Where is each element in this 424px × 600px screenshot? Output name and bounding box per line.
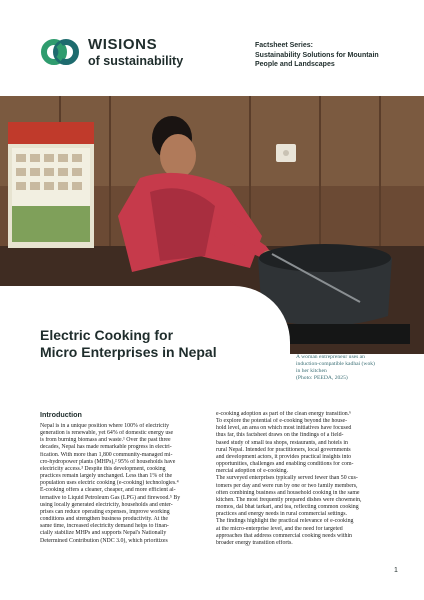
body-line: population uses electric cooking (e-cooking) technologies.⁴ bbox=[40, 480, 179, 487]
body-line: fication. With more than 1,800 community-managed mi- bbox=[40, 451, 173, 458]
body-line: using locally generated electricity, households and enter- bbox=[40, 501, 173, 508]
caption-line: in her kitchen bbox=[296, 368, 327, 374]
photo-caption bbox=[296, 354, 406, 382]
body-line: electricity access.³ Despite this development, cooking bbox=[40, 465, 166, 472]
series-line: Factsheet Series: bbox=[255, 42, 313, 49]
page-number: 1 bbox=[394, 567, 398, 574]
wisions-logo bbox=[40, 38, 80, 66]
body-line: e-cooking adoption as part of the clean energy transition.⁶ bbox=[216, 411, 352, 417]
brand-name: WISIONS bbox=[88, 36, 158, 53]
body-line: tomers per day and were run by one or two family members, bbox=[216, 482, 358, 489]
body-line: based study of small tea shops, restaurants, and hotels in bbox=[216, 439, 348, 446]
body-line: and development actors, it provides practical insights into bbox=[216, 453, 352, 460]
body-line: prises can reduce operating expenses, improve working bbox=[40, 508, 170, 515]
body-line: often combining business and household cooking in the same bbox=[216, 489, 360, 496]
caption-line: induction-compatible kadhai (wok) bbox=[296, 361, 375, 367]
body-line: rural Nepal. Intended for practitioners, local governments bbox=[216, 446, 351, 453]
body-line: decades, Nepal has made remarkable progress in electri- bbox=[40, 444, 172, 451]
body-line: Nepal is in a unique position where 100% of electricity bbox=[40, 423, 170, 429]
page-title bbox=[40, 327, 217, 361]
body-line: mercial adoption of e-cooking. bbox=[216, 468, 289, 475]
body-line: generation is renewable, yet 64% of domestic energy use bbox=[40, 430, 174, 437]
body-line: hold level, an area on which most initiatives have focused bbox=[216, 425, 352, 432]
body-line: broader energy transition efforts. bbox=[216, 539, 293, 546]
caption-line: A woman entrepreneur uses an bbox=[296, 354, 365, 360]
caption-line: (Photo: PEEDA, 2025) bbox=[296, 375, 348, 381]
body-line: same time, increased electricity demand helps to finan- bbox=[40, 523, 169, 530]
body-line: cially stabilize MHPs and supports Nepal's Nationally bbox=[40, 530, 167, 537]
body-line: momos, dal bhat tarkari, and tea, reflecting common cooking bbox=[216, 504, 359, 511]
body-line: Determined Contribution (NDC 3.0), which prioritizes bbox=[40, 537, 168, 544]
title-line: Micro Enterprises in Nepal bbox=[40, 344, 217, 360]
body-line: opportunities, challenges and enabling conditions for com- bbox=[216, 461, 354, 468]
body-line: To explore the potential of e-cooking beyond the house- bbox=[216, 418, 348, 425]
body-line: The surveyed enterprises typically served fewer than 50 cus- bbox=[216, 475, 358, 482]
body-line: cro-hydropower plants (MHPs),² 95% of households have bbox=[40, 458, 176, 465]
body-line: thus far, this factsheet draws on the findings of a field- bbox=[216, 432, 344, 439]
body-line: approaches that address commercial cooking needs within bbox=[216, 532, 352, 539]
title-line: Electric Cooking for bbox=[40, 327, 174, 343]
body-line: E-cooking offers a cleaner, cheaper, and more efficient al- bbox=[40, 487, 176, 494]
factsheet-series bbox=[255, 41, 405, 70]
body-line: ternative to Liquid Petroleum Gas (LPG) and firewood.⁵ By bbox=[40, 494, 181, 501]
body-line: The findings highlight the practical relevance of e-cooking bbox=[216, 518, 354, 525]
body-line: at the micro-enterprise level, and the need for targeted bbox=[216, 525, 343, 532]
body-column-right bbox=[216, 411, 385, 547]
body-line: conditions and strengthen business productivity. At the bbox=[40, 516, 169, 523]
body-line: practices remain largely unchanged. Less than 1% of the bbox=[40, 473, 173, 480]
series-line: People and Landscapes bbox=[255, 61, 335, 68]
body-line: practices and energy needs in rural commercial settings. bbox=[216, 511, 348, 518]
body-line: is from burning biomass and waste.¹ Over the past three bbox=[40, 437, 171, 444]
body-line: kitchen. The most frequently prepared dishes were chowmein, bbox=[216, 496, 362, 503]
body-column-left bbox=[40, 423, 209, 545]
series-line: Sustainability Solutions for Mountain bbox=[255, 51, 379, 59]
section-heading: Introduction bbox=[40, 410, 82, 419]
header bbox=[0, 0, 424, 96]
brand-tagline: of sustainability bbox=[88, 54, 184, 68]
